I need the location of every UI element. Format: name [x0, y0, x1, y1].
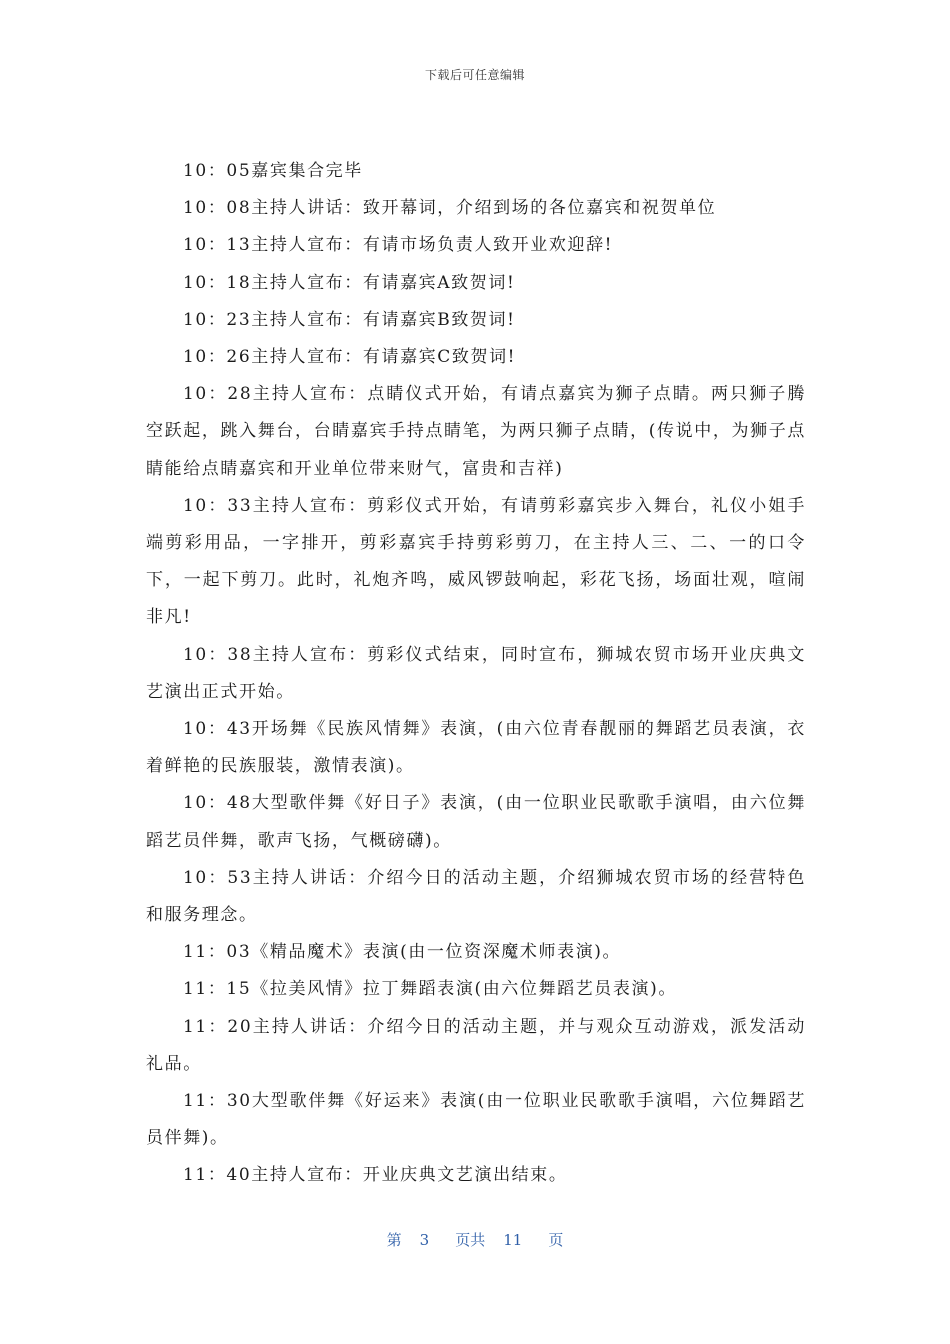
paragraph: 11：03《精品魔术》表演(由一位资深魔术师表演)。: [183, 942, 622, 963]
paragraph: 10：05嘉宾集合完毕: [183, 161, 363, 181]
paragraph: 10：08主持人讲话：致开幕词，介绍到场的各位嘉宾和祝贺单位: [183, 198, 717, 219]
footer-suffix: 页: [548, 1231, 564, 1249]
paragraph: 10：33主持人宣布：剪彩仪式开始，有请剪彩嘉宾步入舞台，礼仪小姐手端剪彩用品，一字排开，剪彩嘉宾手持剪彩剪刀，在主持人三、二、一的口令下，一起下剪刀。此时，礼炮齐鸣，威风锣鼓响起，彩花飞扬，场面壮观，喧闹非凡!: [146, 495, 806, 628]
paragraph: 10：28主持人宣布：点睛仪式开始，有请点嘉宾为狮子点睛。两只狮子腾空跃起，跳入舞台，台睛嘉宾手持点睛笔，为两只狮子点睛，(传说中，为狮子点睛能给点睛嘉宾和开业单位带来财气，富贵和吉祥): [146, 384, 806, 479]
paragraph: 10：48大型歌伴舞《好日子》表演，(由一位职业民歌歌手演唱，由六位舞蹈艺员伴舞，歌声飞扬，气概磅礴)。: [146, 793, 806, 851]
footer-prefix: 第: [386, 1231, 402, 1249]
paragraph: 10：23主持人宣布：有请嘉宾B致贺词!: [183, 309, 516, 330]
current-page-number: 3: [419, 1231, 430, 1249]
paragraph: 11：20主持人讲话：介绍今日的活动主题，并与观众互动游戏，派发活动礼品。: [146, 1016, 806, 1074]
paragraph: 10：13主持人宣布：有请市场负责人致开业欢迎辞!: [183, 235, 614, 256]
paragraph: 10：38主持人宣布：剪彩仪式结束，同时宣布，狮城农贸市场开业庆典文艺演出正式开始。: [146, 644, 806, 702]
total-pages-number: 11: [503, 1231, 523, 1249]
paragraph: 11：30大型歌伴舞《好运来》表演(由一位职业民歌歌手演唱，六位舞蹈艺员伴舞)。: [146, 1091, 806, 1149]
footer-middle: 页共: [455, 1231, 486, 1249]
paragraph: 10：53主持人讲话：介绍今日的活动主题，介绍狮城农贸市场的经营特色和服务理念。: [146, 867, 806, 926]
paragraph: 10：26主持人宣布：有请嘉宾C致贺词!: [183, 347, 517, 368]
document-body: [146, 153, 806, 1195]
page-header: 下载后可任意编辑: [424, 68, 525, 82]
paragraph: 11：15《拉美风情》拉丁舞蹈表演(由六位舞蹈艺员表演)。: [183, 979, 677, 1000]
page-footer: [0, 1229, 950, 1250]
paragraph: 10：18主持人宣布：有请嘉宾A致贺词!: [183, 272, 516, 293]
paragraph: 11：40主持人宣布：开业庆典文艺演出结束。: [183, 1165, 568, 1186]
paragraph: 10：43开场舞《民族风情舞》表演，(由六位青春靓丽的舞蹈艺员表演，衣着鲜艳的民族服装，激情表演)。: [146, 719, 806, 777]
